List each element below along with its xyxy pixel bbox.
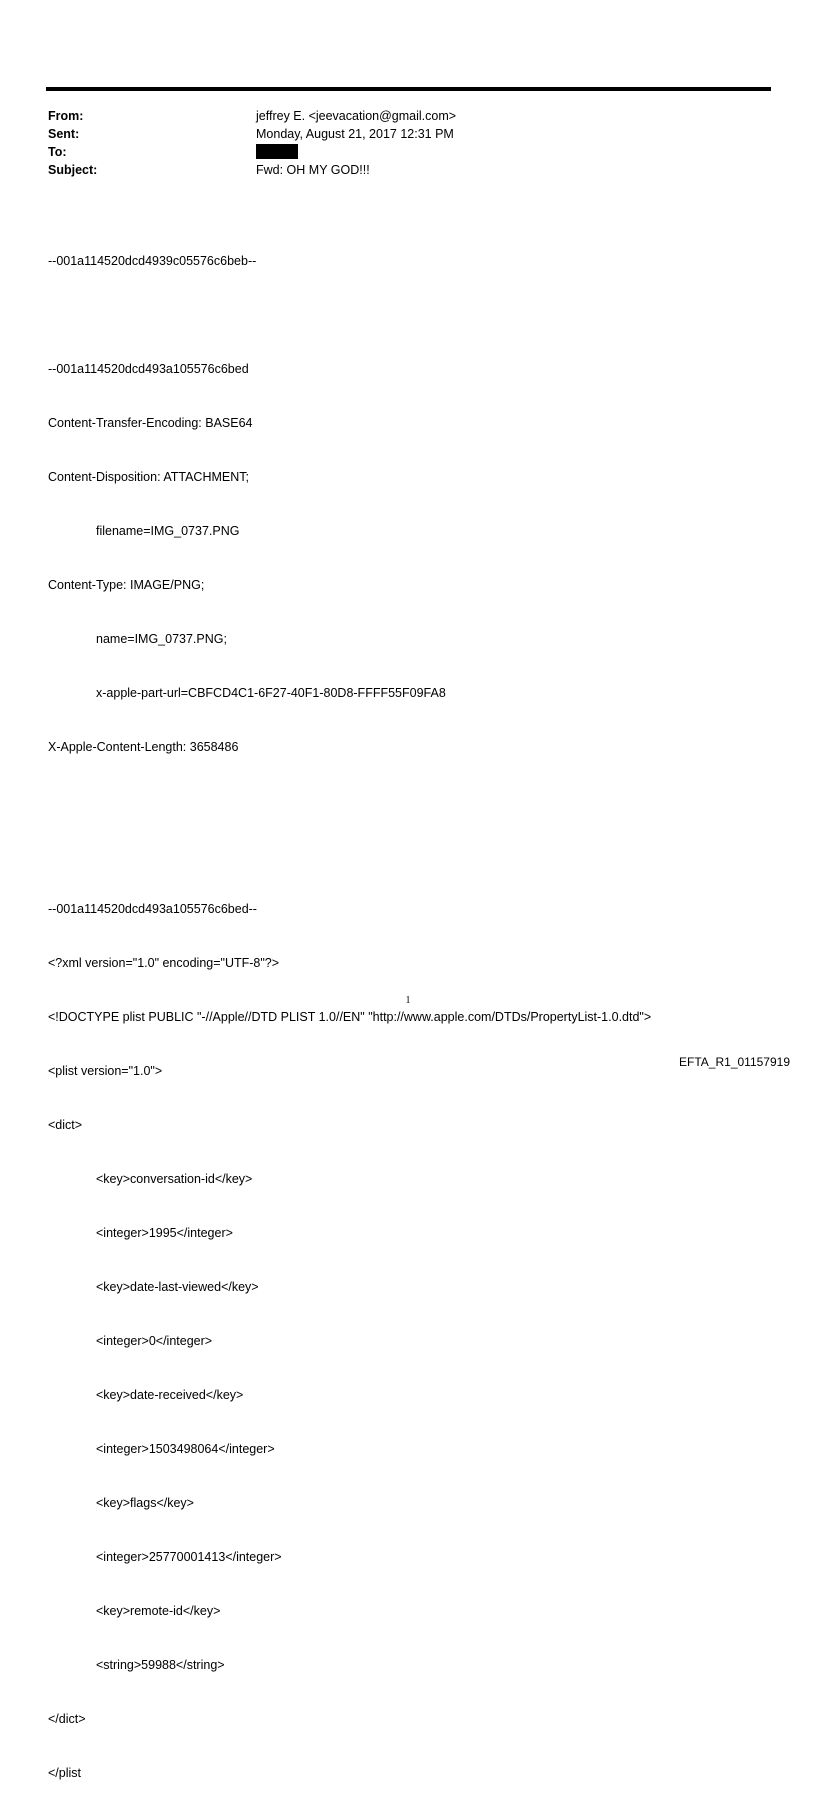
subject-value: Fwd: OH MY GOD!!! bbox=[256, 163, 370, 177]
blank-line bbox=[48, 306, 651, 324]
redaction-box bbox=[256, 144, 298, 159]
name-line: name=IMG_0737.PNG; bbox=[96, 632, 227, 646]
blank-line bbox=[48, 792, 651, 810]
plist-close: </plist bbox=[48, 1766, 82, 1780]
from-value: jeffrey E. <jeevacation@gmail.com> bbox=[256, 109, 457, 123]
plist-value: <integer>1503498064</integer> bbox=[96, 1442, 275, 1456]
to-label: To: bbox=[48, 145, 67, 159]
apple-content-length-line: X-Apple-Content-Length: 3658486 bbox=[48, 740, 239, 754]
blank-line bbox=[48, 846, 651, 864]
mime-boundary-end: --001a114520dcd4939c05576c6beb-- bbox=[48, 254, 257, 268]
sent-value: Monday, August 21, 2017 12:31 PM bbox=[256, 127, 454, 141]
plist-key: <key>conversation-id</key> bbox=[96, 1172, 253, 1186]
content-type-line: Content-Type: IMAGE/PNG; bbox=[48, 578, 205, 592]
mime-boundary-end: --001a114520dcd493a105576c6bed-- bbox=[48, 902, 257, 916]
plist-key: <key>date-received</key> bbox=[96, 1388, 244, 1402]
mime-boundary: --001a114520dcd493a105576c6bed bbox=[48, 362, 249, 376]
content-disposition-line: Content-Disposition: ATTACHMENT; bbox=[48, 470, 249, 484]
transfer-encoding-line: Content-Transfer-Encoding: BASE64 bbox=[48, 416, 253, 430]
email-body bbox=[48, 216, 651, 1800]
plist-open: <plist version="1.0"> bbox=[48, 1064, 163, 1078]
filename-line: filename=IMG_0737.PNG bbox=[96, 524, 240, 538]
plist-value: <string>59988</string> bbox=[96, 1658, 225, 1672]
xml-declaration: <?xml version="1.0" encoding="UTF-8"?> bbox=[48, 956, 280, 970]
header-rule bbox=[46, 87, 771, 91]
bates-number: EFTA_R1_01157919 bbox=[679, 1055, 790, 1069]
from-label: From: bbox=[48, 109, 84, 123]
subject-label: Subject: bbox=[48, 163, 98, 177]
plist-key: <key>remote-id</key> bbox=[96, 1604, 221, 1618]
plist-value: <integer>25770001413</integer> bbox=[96, 1550, 282, 1564]
sent-label: Sent: bbox=[48, 127, 80, 141]
doctype-line: <!DOCTYPE plist PUBLIC "-//Apple//DTD PLIST 1.0//EN" "http://www.apple.com/DTDs/PropertyList-1.0.dtd"> bbox=[48, 1010, 652, 1024]
to-value bbox=[256, 143, 298, 161]
plist-value: <integer>1995</integer> bbox=[96, 1226, 233, 1240]
plist-value: <integer>0</integer> bbox=[96, 1334, 213, 1348]
apple-part-url-line: x-apple-part-url=CBFCD4C1-6F27-40F1-80D8-FFFF55F09FA8 bbox=[96, 686, 446, 700]
dict-close: </dict> bbox=[48, 1712, 86, 1726]
dict-open: <dict> bbox=[48, 1118, 83, 1132]
page-number: 1 bbox=[405, 995, 411, 1006]
plist-key: <key>flags</key> bbox=[96, 1496, 194, 1510]
plist-key: <key>date-last-viewed</key> bbox=[96, 1280, 259, 1294]
